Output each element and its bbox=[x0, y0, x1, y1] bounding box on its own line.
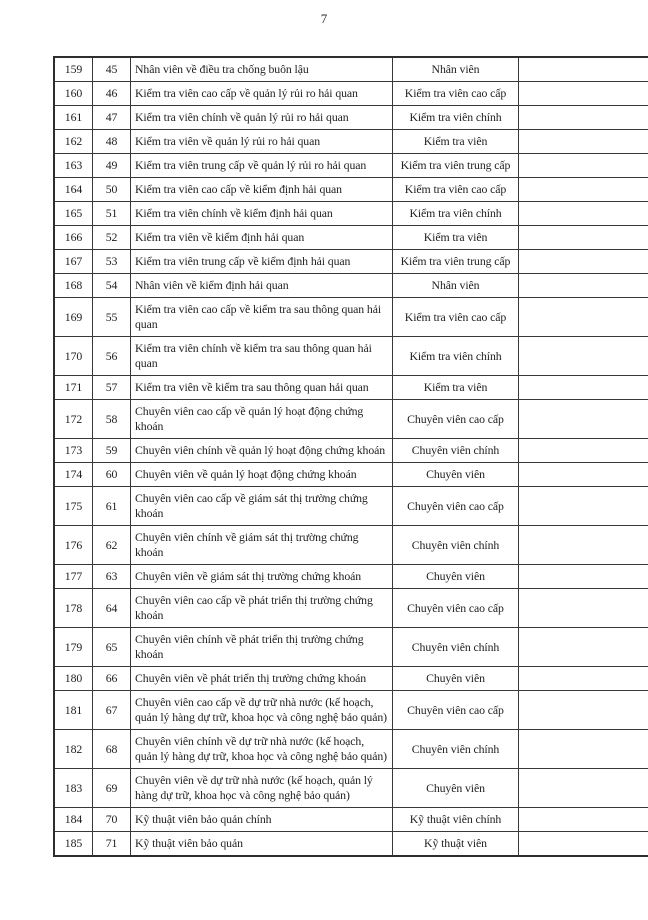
cell-rank: Kiểm tra viên cao cấp bbox=[393, 298, 519, 337]
cell-seq-number: 49 bbox=[93, 154, 131, 178]
cell-seq-number: 45 bbox=[93, 57, 131, 82]
cell-position-title: Kiểm tra viên chính về kiểm định hải quan bbox=[131, 202, 393, 226]
table-row bbox=[54, 82, 648, 106]
cell-rank: Chuyên viên cao cấp bbox=[393, 691, 519, 730]
cell-rank: Chuyên viên bbox=[393, 667, 519, 691]
cell-index: 177 bbox=[54, 565, 93, 589]
cell-position-title: Kiểm tra viên trung cấp về quản lý rủi ro hải quan bbox=[131, 154, 393, 178]
cell-position-title: Kiểm tra viên cao cấp về kiểm định hải quan bbox=[131, 178, 393, 202]
table-row bbox=[54, 439, 648, 463]
cell-rank: Kiểm tra viên cao cấp bbox=[393, 178, 519, 202]
cell-rank: Chuyên viên chính bbox=[393, 628, 519, 667]
cell-position-title: Chuyên viên chính về dự trữ nhà nước (kế hoạch, quản lý hàng dự trữ, khoa học và công nghệ bảo quản) bbox=[131, 730, 393, 769]
cell-position-title: Chuyên viên chính về giám sát thị trường chứng khoán bbox=[131, 526, 393, 565]
table-row bbox=[54, 376, 648, 400]
cell-seq-number: 54 bbox=[93, 274, 131, 298]
cell-note-empty bbox=[519, 526, 648, 565]
cell-note-empty bbox=[519, 691, 648, 730]
table-row bbox=[54, 154, 648, 178]
cell-index: 169 bbox=[54, 298, 93, 337]
cell-index: 163 bbox=[54, 154, 93, 178]
cell-note-empty bbox=[519, 337, 648, 376]
cell-rank: Chuyên viên cao cấp bbox=[393, 589, 519, 628]
cell-note-empty bbox=[519, 130, 648, 154]
cell-note-empty bbox=[519, 667, 648, 691]
cell-index: 183 bbox=[54, 769, 93, 808]
cell-index: 164 bbox=[54, 178, 93, 202]
cell-seq-number: 52 bbox=[93, 226, 131, 250]
cell-position-title: Kỹ thuật viên bảo quản chính bbox=[131, 808, 393, 832]
cell-seq-number: 63 bbox=[93, 565, 131, 589]
table-row bbox=[54, 298, 648, 337]
cell-seq-number: 57 bbox=[93, 376, 131, 400]
cell-position-title: Kiểm tra viên về quản lý rủi ro hải quan bbox=[131, 130, 393, 154]
cell-seq-number: 69 bbox=[93, 769, 131, 808]
cell-note-empty bbox=[519, 463, 648, 487]
cell-seq-number: 51 bbox=[93, 202, 131, 226]
table-row bbox=[54, 250, 648, 274]
cell-position-title: Chuyên viên cao cấp về phát triển thị trường chứng khoán bbox=[131, 589, 393, 628]
cell-position-title: Chuyên viên về phát triển thị trường chứng khoán bbox=[131, 667, 393, 691]
table-row bbox=[54, 667, 648, 691]
cell-rank: Kiểm tra viên bbox=[393, 376, 519, 400]
cell-seq-number: 66 bbox=[93, 667, 131, 691]
cell-index: 161 bbox=[54, 106, 93, 130]
cell-note-empty bbox=[519, 808, 648, 832]
table-row bbox=[54, 691, 648, 730]
cell-position-title: Chuyên viên chính về quản lý hoạt động chứng khoán bbox=[131, 439, 393, 463]
cell-position-title: Nhân viên về kiểm định hải quan bbox=[131, 274, 393, 298]
cell-position-title: Chuyên viên cao cấp về dự trữ nhà nước (kế hoạch, quản lý hàng dự trữ, khoa học và công nghệ bảo quản) bbox=[131, 691, 393, 730]
cell-rank: Nhân viên bbox=[393, 274, 519, 298]
cell-seq-number: 61 bbox=[93, 487, 131, 526]
cell-rank: Kiểm tra viên trung cấp bbox=[393, 154, 519, 178]
cell-rank: Kỹ thuật viên chính bbox=[393, 808, 519, 832]
table-body bbox=[54, 57, 648, 856]
cell-rank: Kiểm tra viên cao cấp bbox=[393, 82, 519, 106]
cell-note-empty bbox=[519, 178, 648, 202]
cell-index: 182 bbox=[54, 730, 93, 769]
table-row bbox=[54, 730, 648, 769]
cell-note-empty bbox=[519, 832, 648, 857]
cell-rank: Chuyên viên chính bbox=[393, 526, 519, 565]
cell-position-title: Kiểm tra viên cao cấp về quản lý rủi ro hải quan bbox=[131, 82, 393, 106]
table-row bbox=[54, 178, 648, 202]
cell-position-title: Chuyên viên chính về phát triển thị trường chứng khoán bbox=[131, 628, 393, 667]
cell-position-title: Chuyên viên cao cấp về quản lý hoạt động chứng khoán bbox=[131, 400, 393, 439]
cell-index: 166 bbox=[54, 226, 93, 250]
cell-index: 165 bbox=[54, 202, 93, 226]
cell-index: 184 bbox=[54, 808, 93, 832]
cell-position-title: Kiểm tra viên về kiểm tra sau thông quan hải quan bbox=[131, 376, 393, 400]
table-row bbox=[54, 274, 648, 298]
cell-position-title: Kiểm tra viên về kiểm định hải quan bbox=[131, 226, 393, 250]
cell-note-empty bbox=[519, 439, 648, 463]
cell-seq-number: 56 bbox=[93, 337, 131, 376]
cell-seq-number: 47 bbox=[93, 106, 131, 130]
cell-index: 159 bbox=[54, 57, 93, 82]
cell-note-empty bbox=[519, 376, 648, 400]
table-row bbox=[54, 463, 648, 487]
cell-note-empty bbox=[519, 226, 648, 250]
cell-index: 170 bbox=[54, 337, 93, 376]
cell-note-empty bbox=[519, 400, 648, 439]
cell-rank: Kiểm tra viên bbox=[393, 130, 519, 154]
cell-rank: Nhân viên bbox=[393, 57, 519, 82]
cell-rank: Kiểm tra viên chính bbox=[393, 106, 519, 130]
page-number: 7 bbox=[320, 11, 328, 26]
cell-index: 176 bbox=[54, 526, 93, 565]
table-row bbox=[54, 526, 648, 565]
cell-index: 172 bbox=[54, 400, 93, 439]
cell-seq-number: 59 bbox=[93, 439, 131, 463]
cell-note-empty bbox=[519, 769, 648, 808]
cell-position-title: Chuyên viên về giám sát thị trường chứng khoán bbox=[131, 565, 393, 589]
cell-position-title: Chuyên viên cao cấp về giám sát thị trường chứng khoán bbox=[131, 487, 393, 526]
cell-rank: Kiểm tra viên chính bbox=[393, 202, 519, 226]
cell-note-empty bbox=[519, 82, 648, 106]
cell-note-empty bbox=[519, 589, 648, 628]
table-row bbox=[54, 832, 648, 857]
table-row bbox=[54, 202, 648, 226]
table-row bbox=[54, 808, 648, 832]
cell-index: 175 bbox=[54, 487, 93, 526]
cell-note-empty bbox=[519, 202, 648, 226]
cell-index: 185 bbox=[54, 832, 93, 857]
cell-rank: Chuyên viên cao cấp bbox=[393, 400, 519, 439]
cell-note-empty bbox=[519, 730, 648, 769]
cell-seq-number: 60 bbox=[93, 463, 131, 487]
cell-seq-number: 50 bbox=[93, 178, 131, 202]
cell-index: 179 bbox=[54, 628, 93, 667]
table-row bbox=[54, 628, 648, 667]
cell-seq-number: 62 bbox=[93, 526, 131, 565]
cell-rank: Chuyên viên chính bbox=[393, 439, 519, 463]
table-row bbox=[54, 487, 648, 526]
cell-note-empty bbox=[519, 154, 648, 178]
cell-index: 173 bbox=[54, 439, 93, 463]
table-row bbox=[54, 106, 648, 130]
table-row bbox=[54, 130, 648, 154]
table-row bbox=[54, 589, 648, 628]
cell-index: 162 bbox=[54, 130, 93, 154]
table-row bbox=[54, 769, 648, 808]
cell-seq-number: 58 bbox=[93, 400, 131, 439]
cell-rank: Kiểm tra viên bbox=[393, 226, 519, 250]
cell-seq-number: 71 bbox=[93, 832, 131, 857]
cell-note-empty bbox=[519, 487, 648, 526]
cell-rank: Chuyên viên bbox=[393, 565, 519, 589]
table-row bbox=[54, 565, 648, 589]
cell-note-empty bbox=[519, 628, 648, 667]
cell-note-empty bbox=[519, 274, 648, 298]
cell-seq-number: 65 bbox=[93, 628, 131, 667]
cell-rank: Kiểm tra viên trung cấp bbox=[393, 250, 519, 274]
cell-index: 180 bbox=[54, 667, 93, 691]
cell-seq-number: 68 bbox=[93, 730, 131, 769]
cell-seq-number: 64 bbox=[93, 589, 131, 628]
cell-note-empty bbox=[519, 565, 648, 589]
cell-index: 171 bbox=[54, 376, 93, 400]
cell-position-title: Kiểm tra viên chính về kiểm tra sau thông quan hải quan bbox=[131, 337, 393, 376]
position-rank-table bbox=[53, 56, 648, 857]
cell-seq-number: 70 bbox=[93, 808, 131, 832]
cell-note-empty bbox=[519, 57, 648, 82]
cell-index: 167 bbox=[54, 250, 93, 274]
cell-rank: Kỹ thuật viên bbox=[393, 832, 519, 857]
cell-index: 181 bbox=[54, 691, 93, 730]
cell-index: 168 bbox=[54, 274, 93, 298]
cell-position-title: Kỹ thuật viên bảo quản bbox=[131, 832, 393, 857]
cell-position-title: Chuyên viên về dự trữ nhà nước (kế hoạch, quản lý hàng dự trữ, khoa học và công nghệ bảo quản) bbox=[131, 769, 393, 808]
cell-note-empty bbox=[519, 106, 648, 130]
cell-index: 160 bbox=[54, 82, 93, 106]
cell-rank: Chuyên viên chính bbox=[393, 730, 519, 769]
cell-seq-number: 46 bbox=[93, 82, 131, 106]
table-row bbox=[54, 400, 648, 439]
cell-position-title: Nhân viên về điều tra chống buôn lậu bbox=[131, 57, 393, 82]
table-row bbox=[54, 337, 648, 376]
cell-seq-number: 67 bbox=[93, 691, 131, 730]
cell-index: 178 bbox=[54, 589, 93, 628]
cell-seq-number: 53 bbox=[93, 250, 131, 274]
cell-position-title: Kiểm tra viên trung cấp về kiểm định hải quan bbox=[131, 250, 393, 274]
cell-note-empty bbox=[519, 250, 648, 274]
cell-seq-number: 48 bbox=[93, 130, 131, 154]
cell-rank: Chuyên viên bbox=[393, 769, 519, 808]
cell-rank: Kiểm tra viên chính bbox=[393, 337, 519, 376]
cell-position-title: Kiểm tra viên chính về quản lý rủi ro hải quan bbox=[131, 106, 393, 130]
cell-rank: Chuyên viên bbox=[393, 463, 519, 487]
cell-seq-number: 55 bbox=[93, 298, 131, 337]
cell-note-empty bbox=[519, 298, 648, 337]
cell-position-title: Kiểm tra viên cao cấp về kiểm tra sau thông quan hải quan bbox=[131, 298, 393, 337]
cell-position-title: Chuyên viên về quản lý hoạt động chứng khoán bbox=[131, 463, 393, 487]
cell-index: 174 bbox=[54, 463, 93, 487]
cell-rank: Chuyên viên cao cấp bbox=[393, 487, 519, 526]
table-row bbox=[54, 57, 648, 82]
table-row bbox=[54, 226, 648, 250]
